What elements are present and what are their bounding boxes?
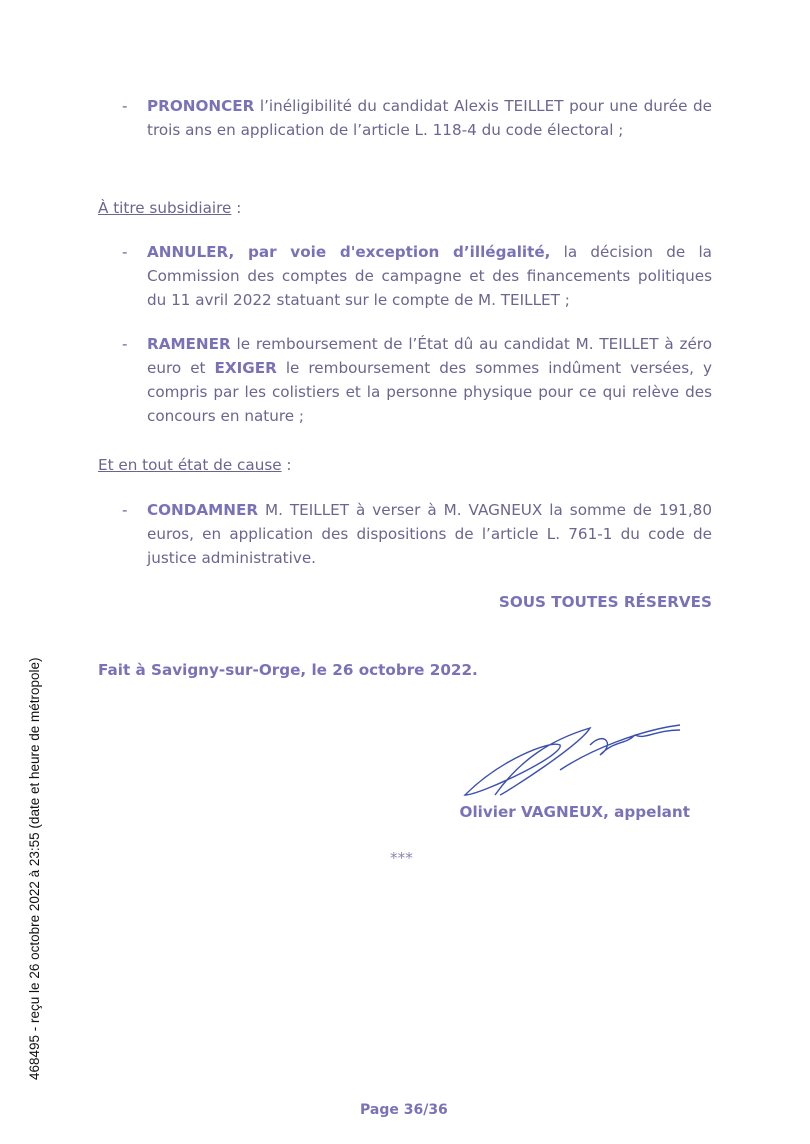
- item-text: M. TEILLET à verser à M. VAGNEUX la somme de 191,80 euros, en application des dispositions de l’article L. 761-1 du code de justice administrative.: [147, 501, 712, 567]
- bold-keyword: PRONONCER: [147, 97, 255, 115]
- colon: :: [231, 199, 242, 217]
- bullet-dash: -: [122, 335, 128, 353]
- bold-keyword: EXIGER: [214, 359, 277, 377]
- list-item: [122, 332, 712, 428]
- signatory: Olivier VAGNEUX, appelant: [459, 803, 690, 821]
- bold-keyword: ANNULER, par voie d'exception d’illégalité,: [147, 243, 551, 261]
- list-item: [122, 498, 712, 570]
- section-heading: [98, 453, 292, 477]
- bold-keyword: CONDAMNER: [147, 501, 259, 519]
- item-text: le remboursement de l’État dû au candidat M. TEILLET à zéro euro et: [147, 335, 712, 377]
- bold-keyword: RAMENER: [147, 335, 231, 353]
- colon: :: [281, 456, 292, 474]
- signature: [440, 700, 700, 800]
- bullet-dash: -: [122, 97, 128, 115]
- separator: ***: [390, 849, 413, 867]
- item-text: la décision de la Commission des comptes de campagne et des financements politiques du 11 avril 2022 statuant sur le compte de M. TEILLET ;: [147, 243, 712, 309]
- page-number: Page 36/36: [360, 1102, 448, 1118]
- list-item: [122, 94, 712, 142]
- item-text: l’inéligibilité du candidat Alexis TEILLET pour une durée de trois ans en application de l’article L. 118-4 du code électoral ;: [147, 97, 712, 139]
- list-item: [122, 240, 712, 312]
- item-text: le remboursement des sommes indûment versées, y compris par les colistiers et la personne physique pour ce qui relève des concours en nature ;: [147, 359, 712, 425]
- reserves: SOUS TOUTES RÉSERVES: [498, 593, 712, 611]
- receipt-stamp: 468495 - reçu le 26 octobre 2022 à 23:55 (date et heure de métropole): [27, 657, 42, 1080]
- heading-text: À titre subsidiaire: [98, 199, 232, 217]
- section-heading: [98, 196, 241, 220]
- bullet-dash: -: [122, 501, 128, 519]
- place-date: Fait à Savigny-sur-Orge, le 26 octobre 2022.: [98, 661, 478, 679]
- heading-text: Et en tout état de cause: [98, 456, 282, 474]
- bullet-dash: -: [122, 243, 128, 261]
